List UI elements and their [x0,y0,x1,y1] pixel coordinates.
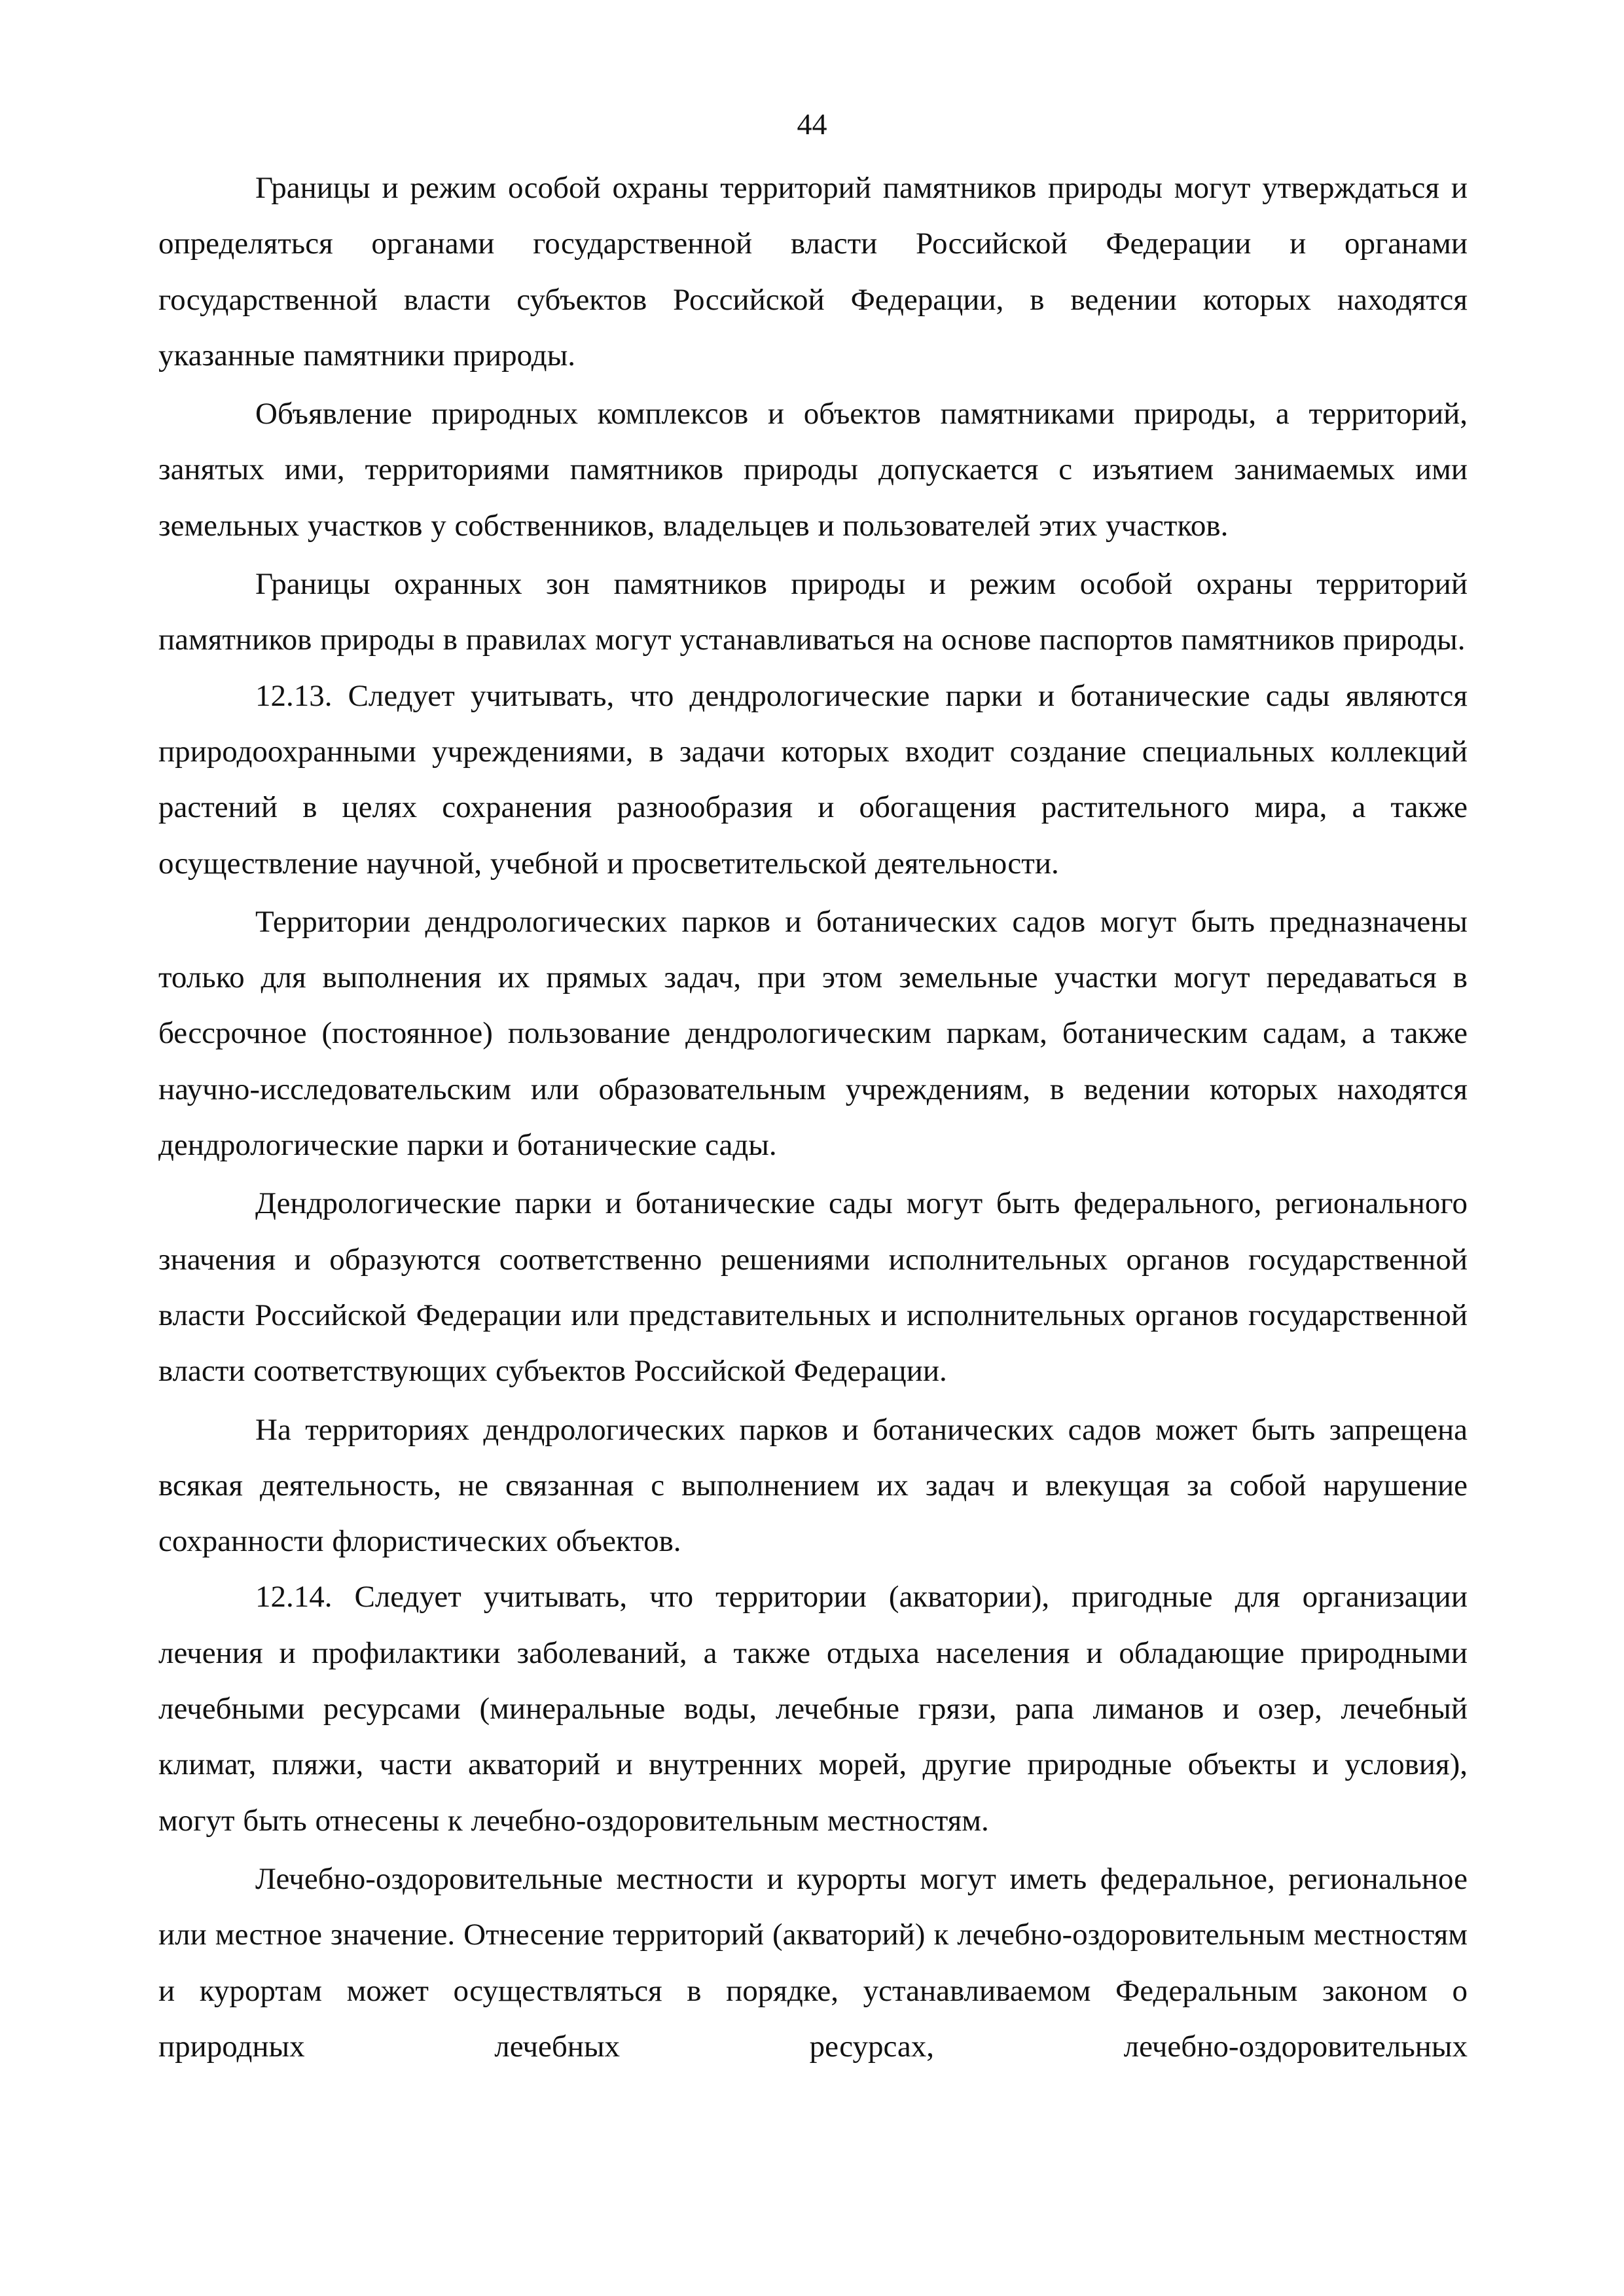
paragraph-1: Границы и режим особой охраны территорий памятников природы могут утверждаться и определяться органами государственной власти Российской Федерации и органами государственной власти субъектов Российской Федерации, в ведении которых находятся указанные памятники природы. [158,171,1468,373]
paragraph-5: Территории дендрологических парков и ботанических садов могут быть предназначены только для выполнения их прямых задач, при этом земельные участки могут передаваться в бессрочное (постоянное) пользование дендрологическим паркам, ботаническим садам, а также научно-исследовательским или образовательным учреждениям, в ведении которых находятся дендрологические парки и ботанические сады. [158,904,1468,1163]
document-body [158,160,1468,2075]
page-number: 44 [797,107,827,141]
paragraph-2: Объявление природных комплексов и объектов памятниками природы, а территорий, занятых ими, территориями памятников природы допускается с изъятием занимаемых ими земельных участков у собственников, владельцев и пользователей этих участков. [158,397,1468,543]
paragraph-8: 12.14. Следует учитывать, что территории (акватории), пригодные для организации лечения и профилактики заболеваний, а также отдыха населения и обладающие природными лечебными ресурсами (минеральные воды, лечебные грязи, рапа лиманов и озер, лечебный климат, пляжи, части акваторий и внутренних морей, другие природные объекты и условия), могут быть отнесены к лечебно-оздоровительным местностям. [158,1580,1468,1838]
paragraph-9: Лечебно-оздоровительные местности и курорты могут иметь федеральное, региональное или местное значение. Отнесение территорий (акваторий) к лечебно-оздоровительным местностям и курортам может осуществляться в порядке, устанавливаемом Федеральным законом о природных лечебных ресурсах, лечебно-оздоровительных [158,1861,1468,2064]
paragraph-3: Границы охранных зон памятников природы и режим особой охраны территорий памятников природы в правилах могут устанавливаться на основе паспортов памятников природы. [158,567,1468,657]
paragraph-6: Дендрологические парки и ботанические сады могут быть федерального, регионального значения и образуются соответственно решениями исполнительных органов государственной власти Российской Федерации или представительных и исполнительных органов государственной власти соответствующих субъектов Российской Федерации. [158,1186,1468,1389]
paragraph-7: На территориях дендрологических парков и ботанических садов может быть запрещена всякая деятельность, не связанная с выполнением их задач и влекущая за собой нарушение сохранности флористических объектов. [158,1412,1468,1559]
paragraph-4: 12.13. Следует учитывать, что дендрологические парки и ботанические сады являются природоохранными учреждениями, в задачи которых входит создание специальных коллекций растений в целях сохранения разнообразия и обогащения растительного мира, а также осуществление научной, учебной и просветительской деятельности. [158,678,1468,881]
